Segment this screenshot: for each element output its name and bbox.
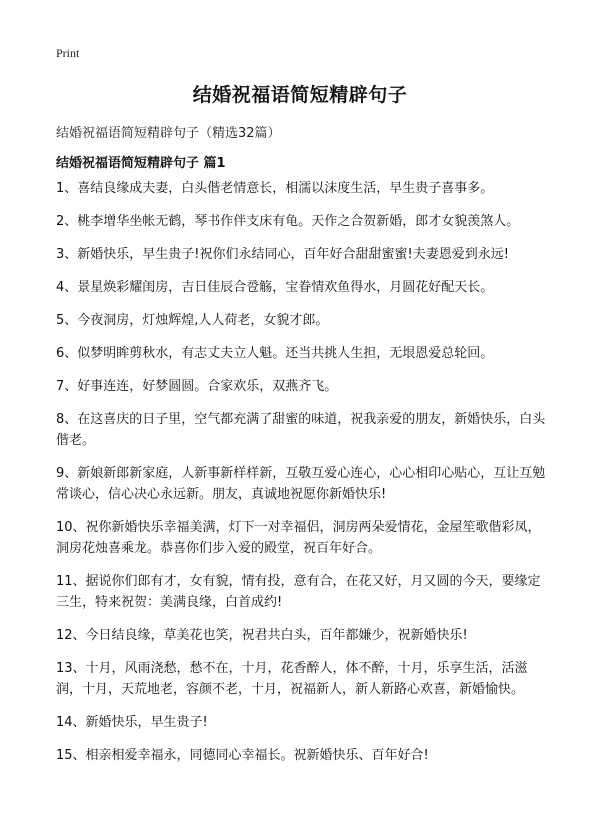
print-link[interactable]: Print bbox=[56, 46, 80, 60]
list-item: 5、今夜洞房，灯烛辉煌,人人荷老，女貌才郎。 bbox=[56, 313, 329, 328]
list-item: 3、新婚快乐，早生贵子!祝你们永结同心，百年好合甜甜蜜蜜!夫妻恩爱到永远! bbox=[56, 247, 509, 262]
section-heading: 结婚祝福语简短精辟句子 篇1 bbox=[56, 156, 226, 171]
list-item: 12、今日结良缘，草美花也笑，祝君共白头，百年都嫌少，祝新婚快乐! bbox=[56, 628, 468, 643]
list-item: 4、景星焕彩耀闺房，吉日佳辰合卺觞，宝眷情欢鱼得水，月圆花好配天长。 bbox=[56, 280, 494, 295]
list-item: 7、好事连连，好梦圆圆。合家欢乐，双燕齐飞。 bbox=[56, 379, 338, 394]
blessing-list bbox=[56, 178, 546, 778]
list-item: 1、喜结良缘成夫妻，白头偕老情意长，相濡以沫度生活，早生贵子喜事多。 bbox=[56, 181, 494, 196]
document-subtitle: 结婚祝福语简短精辟句子（精选32篇） bbox=[56, 126, 281, 141]
list-item: 13、十月，风雨浇愁，愁不在，十月，花香醉人，体不醉，十月，乐享生活，活滋润，十月，天荒地老，容颜不老，十月，祝福新人，新人新路心欢喜，新婚愉快。 bbox=[56, 661, 528, 697]
list-item: 8、在这喜庆的日子里，空气都充满了甜蜜的味道，祝我亲爱的朋友，新婚快乐，白头偕老。 bbox=[56, 412, 546, 448]
list-item: 11、据说你们郎有才，女有貌，情有投，意有合，在花又好，月又圆的今天，要缘定三生，特来祝贺：美满良缘，白首成约! bbox=[56, 574, 541, 610]
list-item: 6、似梦明眸剪秋水，有志丈夫立人魁。还当共挑人生担，无垠恩爱总轮回。 bbox=[56, 346, 494, 361]
list-item: 10、祝你新婚快乐幸福美满，灯下一对幸福侣，洞房两朵爱情花，金屋笙歌偕彩凤，洞房花烛喜乘龙。恭喜你们步入爱的殿堂，祝百年好合。 bbox=[56, 520, 541, 556]
page-title: 结婚祝福语简短精辟句子 bbox=[192, 84, 408, 106]
list-item: 9、新娘新郎新家庭，人新事新样样新，互敬互爱心连心，心心相印心贴心，互让互勉常谈心，信心决心永远新。朋友，真诚地祝愿你新婚快乐! bbox=[56, 466, 546, 502]
list-item: 15、相亲相爱幸福永，同德同心幸福长。祝新婚快乐、百年好合! bbox=[56, 748, 429, 763]
list-item: 2、桃李增华坐帐无鹤，琴书作伴支床有龟。天作之合贺新婚，郎才女貌羡煞人。 bbox=[56, 214, 520, 229]
list-item: 14、新婚快乐，早生贵子! bbox=[56, 715, 208, 730]
